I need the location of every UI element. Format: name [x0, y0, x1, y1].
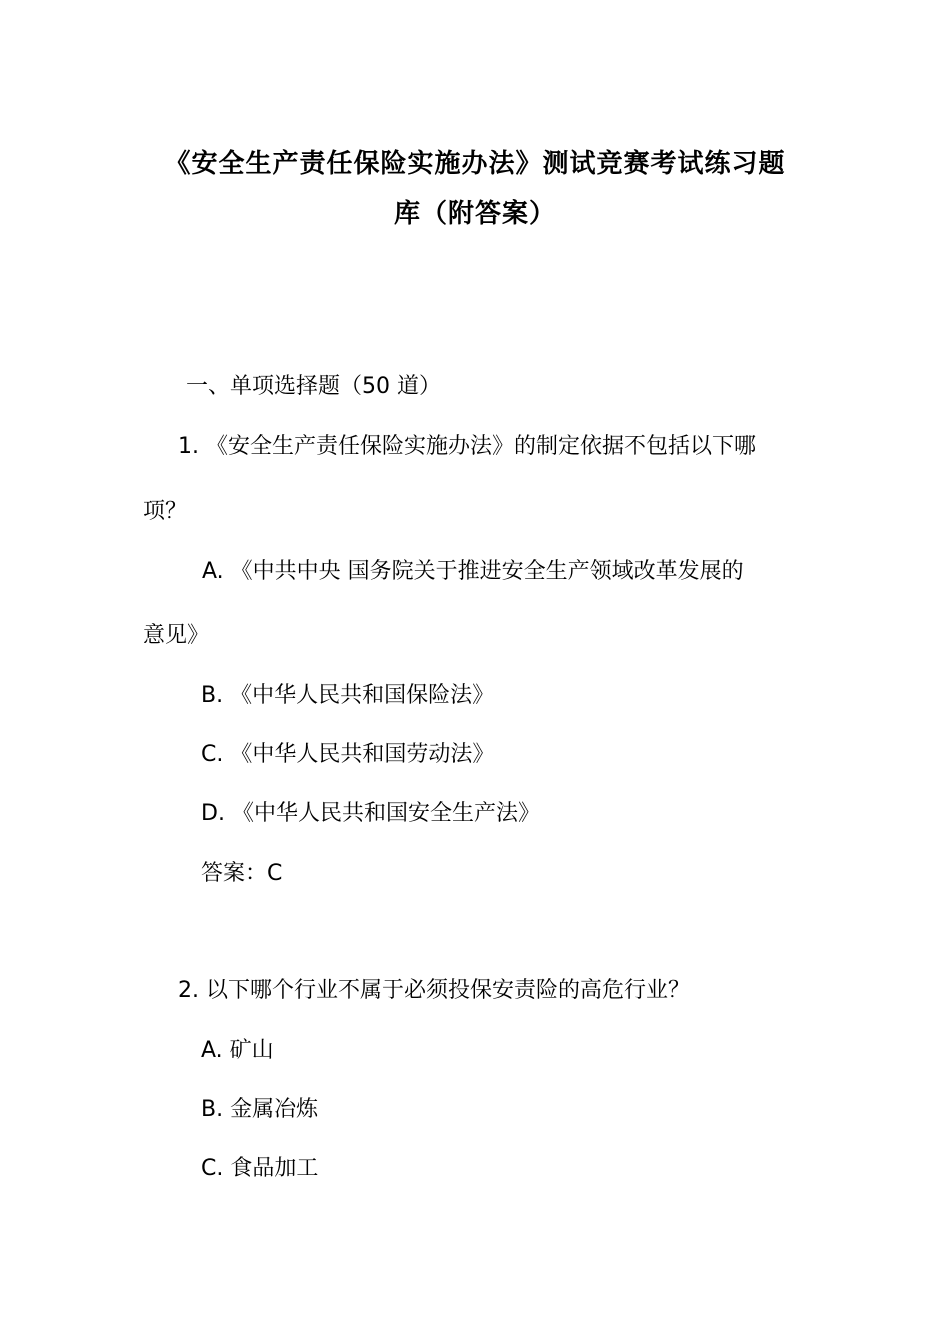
question-1-option-b	[201, 678, 494, 709]
option-text: 金属冶炼	[230, 1097, 319, 1122]
question-2-option-c	[201, 1151, 318, 1182]
question-2-number: 2.	[178, 978, 199, 1003]
question-2-option-a	[201, 1033, 274, 1064]
option-text: 食品加工	[230, 1156, 319, 1181]
option-label: C.	[201, 1156, 224, 1181]
option-label: A.	[201, 1038, 223, 1063]
question-1-text: 《安全生产责任保险实施办法》的制定依据不包括以下哪	[206, 434, 757, 459]
question-2-option-b	[201, 1092, 318, 1123]
question-1-text-line-1	[178, 429, 756, 460]
option-label: B.	[201, 1097, 224, 1122]
question-1-answer: 答案：C	[201, 861, 283, 886]
option-text: 《中华人民共和国保险法》	[230, 683, 495, 708]
document-title-line-2: 库（附答案）	[393, 199, 556, 229]
question-2-text: 以下哪个行业不属于必须投保安责险的高危行业？	[206, 978, 691, 1003]
option-text: 矿山	[229, 1038, 274, 1063]
section-heading: 一、单项选择题（50 道）	[186, 374, 441, 399]
question-1-number: 1.	[178, 434, 199, 459]
question-1-option-a-line-1	[202, 554, 744, 585]
question-1-option-d	[201, 796, 540, 827]
option-text: 《中华人民共和国劳动法》	[230, 742, 495, 767]
option-text: 《中共中央 国务院关于推进安全生产领域改革发展的	[230, 559, 744, 584]
option-label: C.	[201, 742, 224, 767]
option-text: 《中华人民共和国安全生产法》	[231, 801, 540, 826]
document-title-line-1: 《安全生产责任保险实施办法》测试竞赛考试练习题	[164, 149, 786, 179]
question-1-text-line-2: 项？	[143, 499, 188, 524]
option-label: B.	[201, 683, 224, 708]
question-2-text-line	[178, 973, 690, 1004]
question-1-option-a-line-2: 意见》	[143, 623, 210, 648]
option-label: A.	[202, 559, 224, 584]
question-1-option-c	[201, 737, 494, 768]
option-label: D.	[201, 801, 225, 826]
